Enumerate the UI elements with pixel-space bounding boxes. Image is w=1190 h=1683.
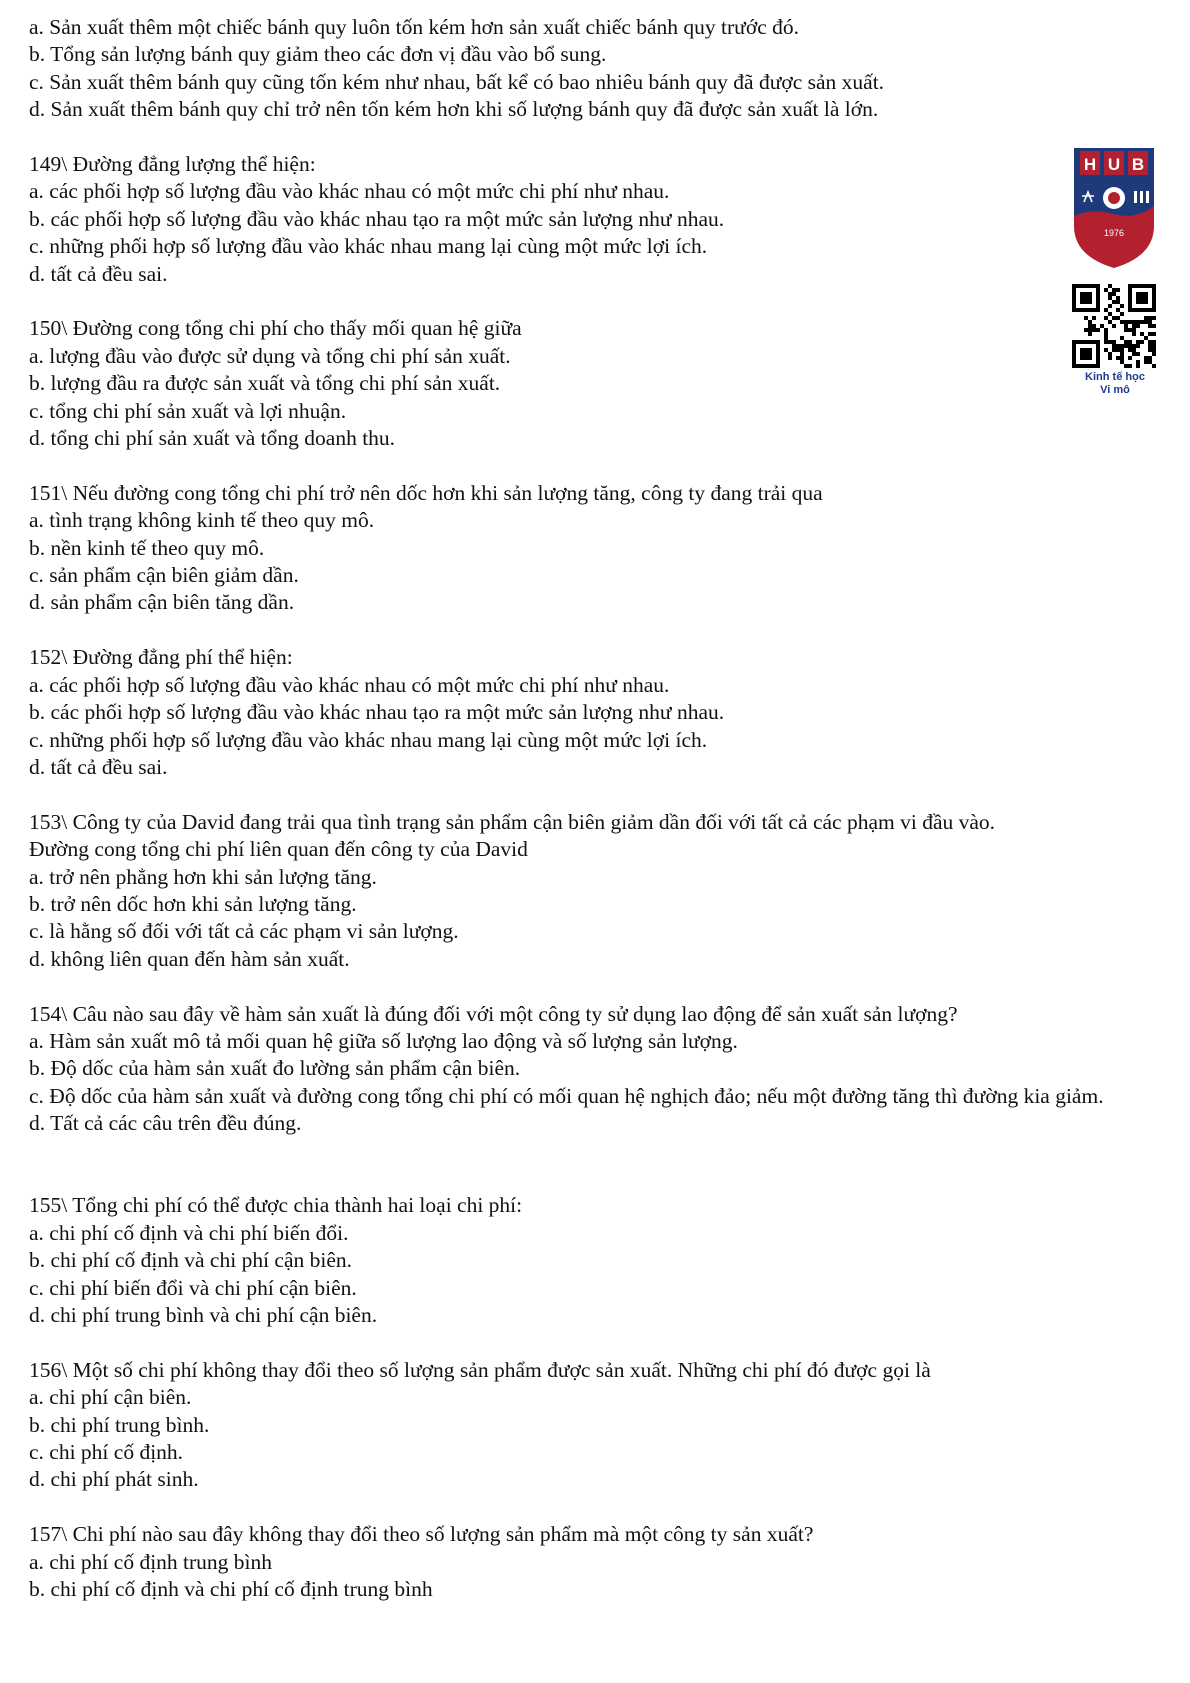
q152-option-b: b. các phối hợp số lượng đầu vào khác nhau tạo ra một mức sản lượng như nhau. [29,700,725,725]
q153-option-d: d. không liên quan đến hàm sản xuất. [29,946,350,971]
document-body [29,14,1169,1603]
intro-option-a: a. Sản xuất thêm một chiếc bánh quy luôn tốn kém hơn sản xuất chiếc bánh quy trước đó. [29,15,799,39]
qr-code [1072,284,1156,368]
q154-option-a: a. Hàm sản xuất mô tả mối quan hệ giữa số lượng lao động và số lượng sản lượng. [29,1028,738,1053]
badge-caption [1060,371,1170,397]
question-150: 150\ Đường cong tổng chi phí cho thấy mối quan hệ giữa [29,316,522,341]
q155-option-c: c. chi phí biến đổi và chi phí cận biên. [29,1275,357,1300]
q149-option-c: c. những phối hợp số lượng đầu vào khác nhau mang lại cùng một mức lợi ích. [29,234,708,259]
question-155: 155\ Tổng chi phí có thể được chia thành hai loại chi phí: [29,1193,523,1218]
q154-option-d: d. Tất cả các câu trên đều đúng. [29,1111,302,1136]
q153-option-b: b. trở nên dốc hơn khi sản lượng tăng. [29,891,357,916]
q150-option-d: d. tổng chi phí sản xuất và tổng doanh thu. [29,426,396,451]
q154-option-c: c. Độ dốc của hàm sản xuất và đường cong tổng chi phí có mối quan hệ nghịch đảo; nếu một đường tăng thì đường kia giảm. [29,1083,1104,1108]
hub-logo [1066,144,1162,270]
q150-option-c: c. tổng chi phí sản xuất và lợi nhuận. [29,398,347,423]
logo-letter-h: H [1083,155,1097,174]
q157-option-b: b. chi phí cố định và chi phí cố định trung bình [29,1577,433,1602]
q153-option-c: c. là hằng số đối với tất cả các phạm vi sản lượng. [29,919,459,944]
logo-letter-b: B [1131,155,1145,174]
q156-option-b: b. chi phí trung bình. [29,1412,210,1437]
q151-option-d: d. sản phẩm cận biên tăng dần. [29,590,295,615]
q156-option-c: c. chi phí cố định. [29,1440,184,1464]
question-157: 157\ Chi phí nào sau đây không thay đổi theo số lượng sản phẩm mà một công ty sản xuất? [29,1522,814,1547]
q152-option-c: c. những phối hợp số lượng đầu vào khác nhau mang lại cùng một mức lợi ích. [29,727,708,752]
q153-option-a: a. trở nên phẳng hơn khi sản lượng tăng. [29,864,377,889]
question-152: 152\ Đường đẳng phí thể hiện: [29,645,293,670]
q154-option-b: b. Độ dốc của hàm sản xuất đo lường sản phẩm cận biên. [29,1056,521,1081]
q155-option-a: a. chi phí cố định và chi phí biến đổi. [29,1220,349,1245]
question-149: 149\ Đường đẳng lượng thể hiện: [29,152,316,177]
q155-option-b: b. chi phí cố định và chi phí cận biên. [29,1248,353,1273]
q151-option-a: a. tình trạng không kinh tế theo quy mô. [29,508,375,533]
intro-option-d: d. Sản xuất thêm bánh quy chỉ trở nên tốn kém hơn khi số lượng bánh quy đã được sản xuất là lớn. [29,97,879,122]
q152-option-d: d. tất cả đều sai. [29,754,168,779]
intro-option-b: b. Tổng sản lượng bánh quy giảm theo các đơn vị đầu vào bổ sung. [29,42,607,67]
q149-option-a: a. các phối hợp số lượng đầu vào khác nhau có một mức chi phí như nhau. [29,179,670,204]
course-badge [1066,144,1162,397]
question-153-continued: Đường cong tổng chi phí liên quan đến công ty của David [29,837,528,862]
badge-caption-line2: Vi mô [1100,384,1130,396]
question-156: 156\ Một số chi phí không thay đổi theo số lượng sản phẩm được sản xuất. Những chi phí đó được gọi là [29,1357,931,1382]
q152-option-a: a. các phối hợp số lượng đầu vào khác nhau có một mức chi phí như nhau. [29,672,670,697]
question-153: 153\ Công ty của David đang trải qua tình trạng sản phẩm cận biên giảm dần đối với tất cả các phạm vi đầu vào. [29,809,996,834]
q150-option-a: a. lượng đầu vào được sử dụng và tổng chi phí sản xuất. [29,343,511,368]
q149-option-d: d. tất cả đều sai. [29,261,168,286]
q156-option-d: d. chi phí phát sinh. [29,1467,199,1492]
q155-option-d: d. chi phí trung bình và chi phí cận biên. [29,1302,378,1327]
intro-option-c: c. Sản xuất thêm bánh quy cũng tốn kém như nhau, bất kể có bao nhiêu bánh quy đã được sản xuất. [29,69,885,94]
q151-option-b: b. nền kinh tế theo quy mô. [29,535,265,560]
logo-letter-u: U [1107,155,1121,174]
q150-option-b: b. lượng đầu ra được sản xuất và tổng chi phí sản xuất. [29,371,501,396]
q151-option-c: c. sản phẩm cận biên giảm dần. [29,563,299,588]
question-154: 154\ Câu nào sau đây về hàm sản xuất là đúng đối với một công ty sử dụng lao động để sản xuất sản lượng? [29,1001,958,1026]
q149-option-b: b. các phối hợp số lượng đầu vào khác nhau tạo ra một mức sản lượng như nhau. [29,206,725,231]
logo-year: 1976 [1103,228,1125,238]
q156-option-a: a. chi phí cận biên. [29,1385,192,1410]
question-151: 151\ Nếu đường cong tổng chi phí trở nên dốc hơn khi sản lượng tăng, công ty đang trải qua [29,480,823,505]
badge-caption-line1: Kinh tế học [1085,371,1145,383]
q157-option-a: a. chi phí cố định trung bình [29,1549,273,1574]
